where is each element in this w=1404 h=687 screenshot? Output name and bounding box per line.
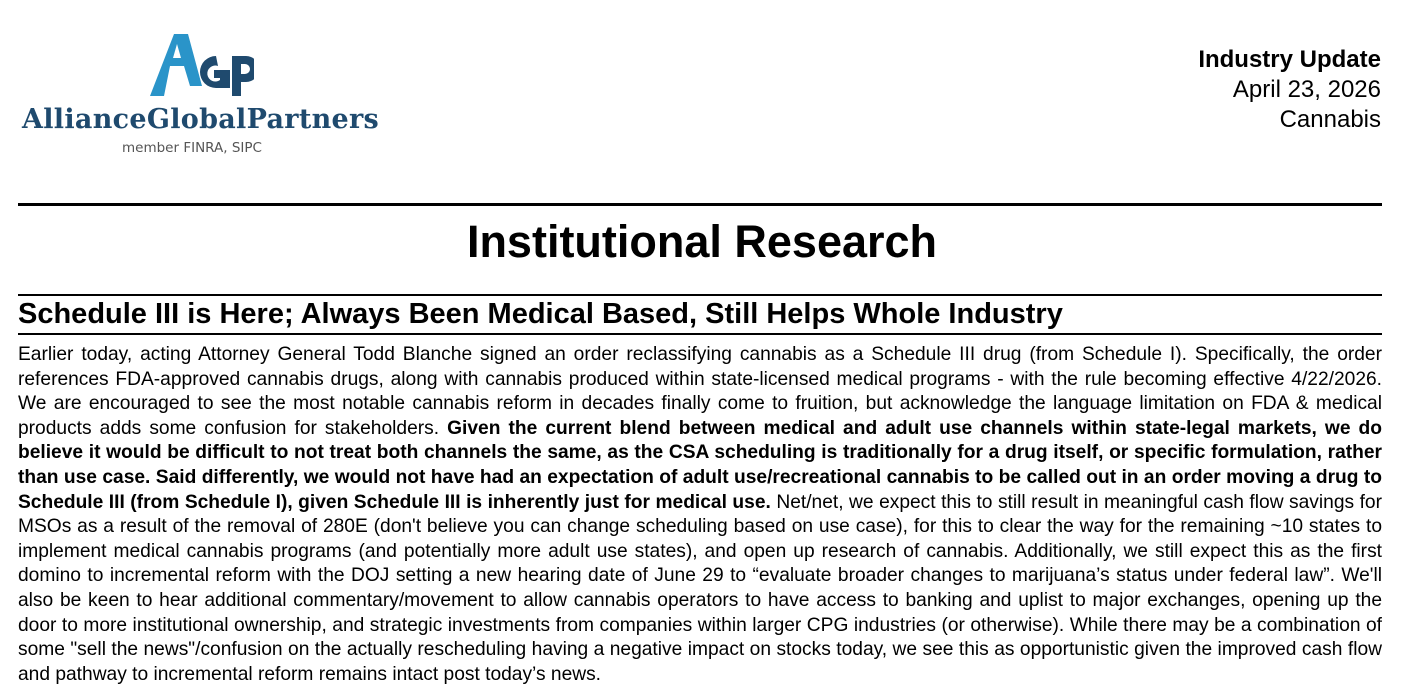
logo-company-name: AllianceGlobalPartners <box>22 104 380 135</box>
report-sector: Cannabis <box>1279 106 1381 133</box>
header-divider <box>18 203 1382 206</box>
report-type: Industry Update <box>1198 46 1381 73</box>
body-text-bold: Given the current blend between medical and adult use channels within state-legal markets, we do believe it would be difficult to not treat both channels the same, as the CSA scheduling is traditionally for a drug itself, or specific formulation, rather than use case. Said differently, we would not have had an expectation of adult use/recreational cannabis to be called out in an order moving a drug to Schedule III (from Schedule I), given Schedule III is inherently just for medical use. <box>18 417 1382 513</box>
body-text-conclusion: Net/net, we expect this to still result in meaningful cash flow savings for MSOs as a result of the removal of 280E (don't believe you can change scheduling based on use case), for this to clear the way for the remaining ~10 states to implement medical cannabis programs (and potentially more adult use states), and open up research of cannabis. Additionally, we still expect this as the first domino to incremental reform with the DOJ setting a new hearing date of June 29 to “evaluate broader changes to marijuana’s status under federal law”. We'll also be keen to hear additional commentary/movement to allow cannabis operators to have access to banking and uplist to major exchanges, opening up the door to more institutional ownership, and strategic investments from companies within larger CPG industries (or otherwise). While there may be a combination of some "sell the news"/confusion on the actually rescheduling having a negative impact on stocks today, we see this as opportunistic given the improved cash flow and pathway to incremental reform remains intact post today’s news. <box>18 491 1382 685</box>
headline-bottom-rule <box>18 333 1382 335</box>
agp-logo-mark-icon <box>144 30 254 102</box>
report-meta <box>1198 45 1381 135</box>
company-logo <box>22 30 382 160</box>
page-title: Institutional Research <box>466 216 938 267</box>
article-body <box>18 343 1382 687</box>
article-headline: Schedule III is Here; Always Been Medical Based, Still Helps Whole Industry <box>18 298 1063 330</box>
report-date: April 23, 2026 <box>1232 76 1381 103</box>
logo-membership-line: member FINRA, SIPC <box>122 140 262 156</box>
body-text-intro: Earlier today, acting Attorney General Todd Blanche signed an order reclassifying cannabis as a Schedule III drug (from Schedule I). Specifically, the order references FDA-approved cannabis drugs, along with cannabis produced within state-licensed medical programs - with the rule becoming effective 4/22/2026. We are encouraged to see the most notable cannabis reform in decades finally come to fruition, but acknowledge the language limitation on FDA & medical products adds some confusion for stakeholders. <box>18 344 1382 439</box>
headline-top-rule <box>18 294 1382 296</box>
